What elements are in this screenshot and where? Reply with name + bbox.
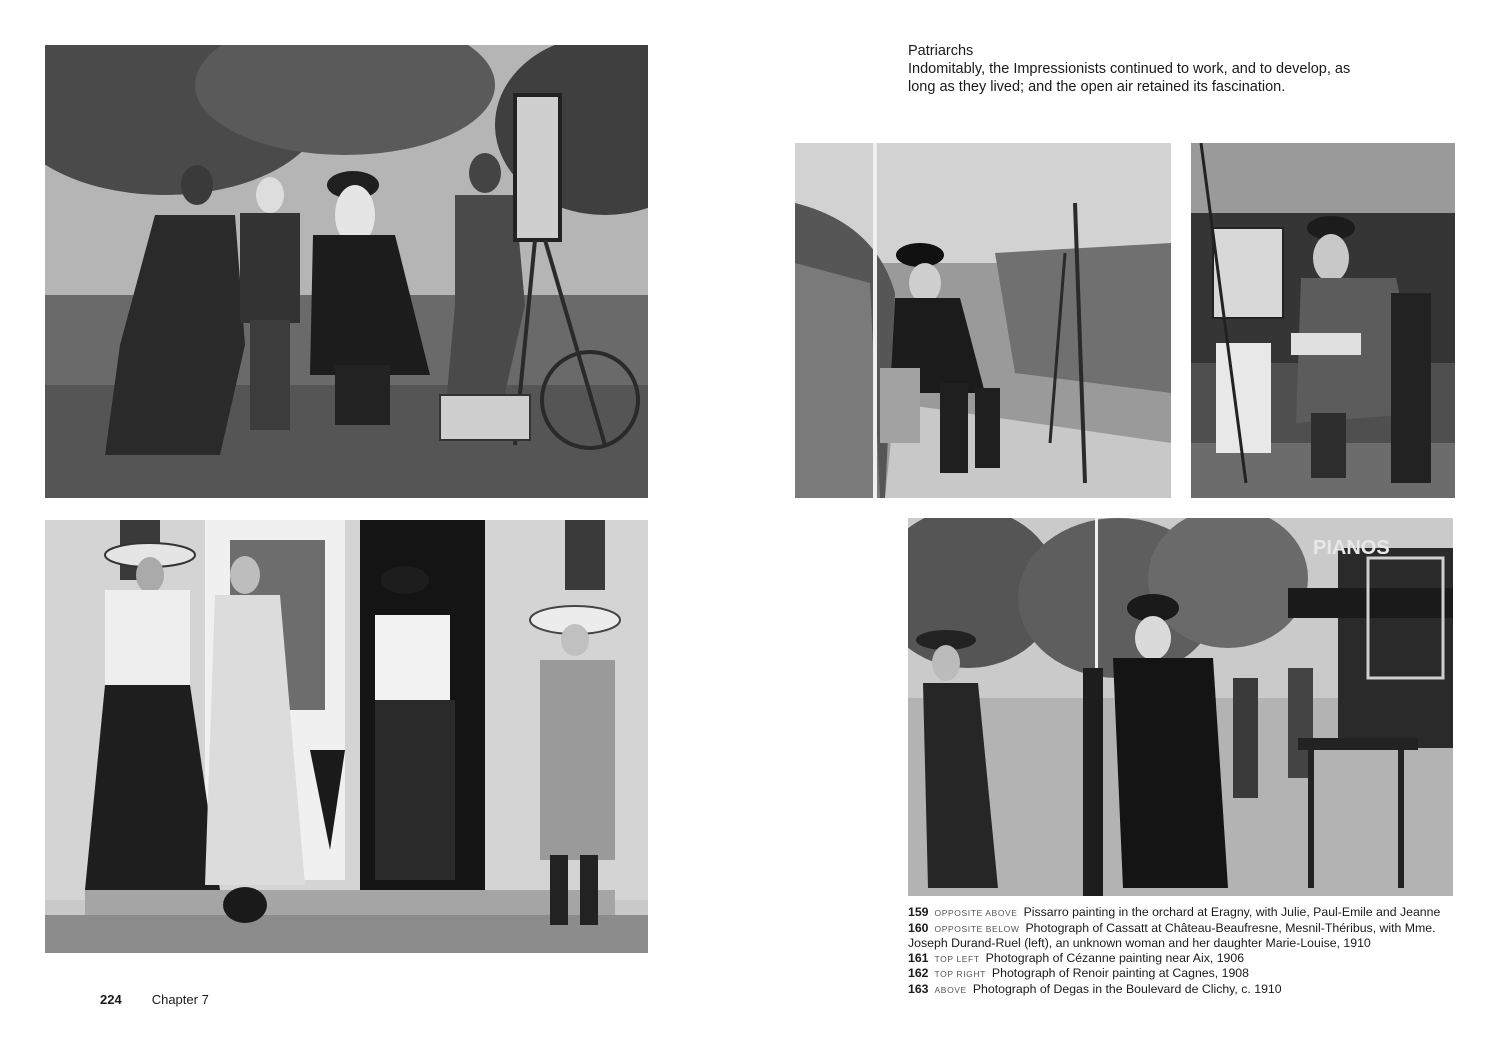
chapter-label: Chapter 7 [151,992,209,1007]
caption-text: Photograph of Cassatt at Château-Beaufresne, Mesnil-Théribus, with Mme. Joseph Durand-Ruel (left), an unknown woman and her daughter Marie-Louise, 1910 [908,920,1436,951]
page-number: 224 [100,992,122,1007]
section-intro-text: Indomitably, the Impressionists continued to work, and to develop, as long as they lived; and the open air retained its fascination. [908,61,1351,95]
caption-position: OPPOSITE BELOW [934,923,1020,934]
caption-position: OPPOSITE ABOVE [934,908,1018,918]
sign-pianos: PIANOS [1313,537,1390,559]
caption-position: ABOVE [934,984,967,995]
caption-position: TOP RIGHT [934,969,986,980]
caption-number: 159 [908,905,929,919]
caption-number: 163 [908,981,929,996]
caption-number: 162 [908,966,929,981]
caption-160 [908,921,1458,951]
caption-163 [908,982,1458,998]
caption-text: Photograph of Degas in the Boulevard de Clichy, c. 1910 [972,981,1282,996]
caption-text: Pissarro painting in the orchard at Eragny, with Julie, Paul-Emile and Jeanne [1023,905,1441,919]
caption-text: Photograph of Renoir painting at Cagnes, 1908 [991,966,1249,981]
photo-renoir-cagnes [1191,143,1455,498]
caption-number: 160 [908,920,929,935]
section-heading [908,42,1378,96]
caption-162 [908,966,1458,982]
caption-position: TOP LEFT [934,953,980,964]
caption-text: Photograph of Cézanne painting near Aix, 1906 [985,950,1245,965]
photo-cassatt-chateau [45,520,648,953]
caption-159 [908,905,1458,921]
caption-number: 161 [908,950,929,965]
photo-degas-clichy [908,518,1453,896]
caption-161 [908,951,1458,967]
photo-cezanne-aix [795,143,1171,498]
page-folio [100,992,209,1007]
photo-pissarro-orchard [45,45,648,498]
caption-block [908,905,1458,998]
section-title: Patriarchs [908,43,974,59]
